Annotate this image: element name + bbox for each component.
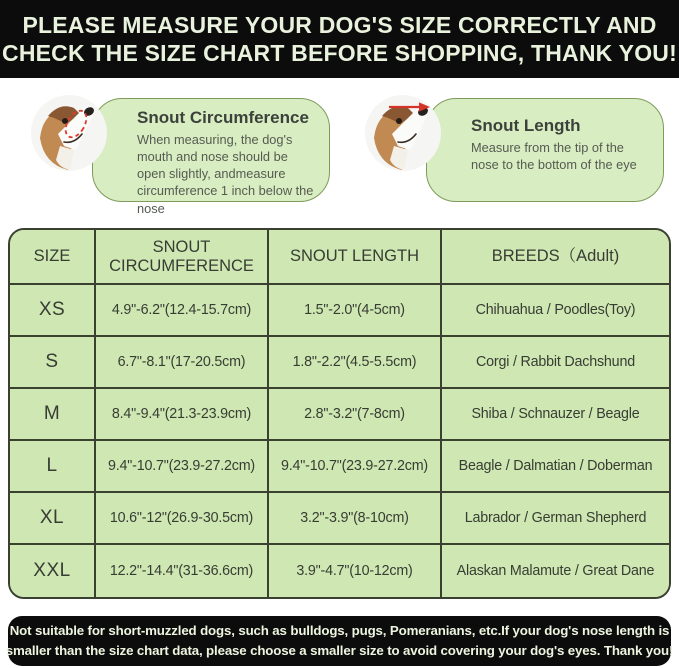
- guide-description: Measure from the tip of the nose to the bottom of the eye: [471, 140, 637, 173]
- row-xs-length: 1.5"-2.0"(4-5cm): [269, 285, 442, 337]
- row-xxl-length: 3.9"-4.7"(10-12cm): [269, 545, 442, 597]
- dog-photo-circumference: [30, 94, 108, 172]
- footer-note-line-1: Not suitable for short-muzzled dogs, such as bulldogs, pugs, Pomeranians, etc.If your dog's nose length is: [9, 623, 670, 639]
- footer-note: [5, 616, 674, 666]
- row-m-length: 2.8"-3.2"(7-8cm): [269, 389, 442, 441]
- top-banner: [0, 0, 679, 78]
- guide-title: Snout Length: [471, 116, 581, 135]
- row-xl-circumference: 10.6"-12"(26.9-30.5cm): [96, 493, 269, 545]
- row-xxl-circumference: 12.2"-14.4"(31-36.6cm): [96, 545, 269, 597]
- row-xl-length: 3.2"-3.9"(8-10cm): [269, 493, 442, 545]
- dog-head-icon: [364, 94, 442, 172]
- guide-pill-content: [93, 99, 329, 223]
- row-l-length: 9.4"-10.7"(23.9-27.2cm): [269, 441, 442, 493]
- column-header-breeds: BREEDS（Adult): [442, 230, 669, 285]
- guide-pill: [426, 98, 664, 202]
- row-l-circumference: 9.4"-10.7"(23.9-27.2cm): [96, 441, 269, 493]
- row-xl-breeds: Labrador / German Shepherd: [442, 493, 669, 545]
- row-xs-size: XS: [10, 285, 96, 337]
- banner-line-1: PLEASE MEASURE YOUR DOG'S SIZE CORRECTLY AND: [22, 11, 657, 38]
- guide-pill-content: [427, 99, 663, 179]
- row-xxl-size: XXL: [10, 545, 96, 597]
- row-s-circumference: 6.7"-8.1"(17-20.5cm): [96, 337, 269, 389]
- guide-title: Snout Circumference: [137, 108, 309, 127]
- row-l-breeds: Beagle / Dalmatian / Doberman: [442, 441, 669, 493]
- column-header-circumference: SNOUT CIRCUMFERENCE: [96, 230, 269, 285]
- row-m-breeds: Shiba / Schnauzer / Beagle: [442, 389, 669, 441]
- guide-description: When measuring, the dog's mouth and nose should be open slightly, andmeasure circumference 1 inch below the nose: [137, 132, 314, 216]
- guide-snout-circumference: [10, 94, 334, 216]
- row-m-circumference: 8.4"-9.4"(21.3-23.9cm): [96, 389, 269, 441]
- footer-note-line-2: smaller than the size chart data, please choose a smaller size to avoid covering your dog's eyes. Thank you!: [5, 643, 674, 658]
- guide-pill: [92, 98, 330, 216]
- guide-snout-length: [344, 94, 668, 204]
- row-s-length: 1.8"-2.2"(4.5-5.5cm): [269, 337, 442, 389]
- dog-head-icon: [30, 94, 108, 172]
- banner-line-2: CHECK THE SIZE CHART BEFORE SHOPPING, THANK YOU!: [2, 39, 677, 66]
- column-header-length: SNOUT LENGTH: [269, 230, 442, 285]
- row-xs-breeds: Chihuahua / Poodles(Toy): [442, 285, 669, 337]
- row-xxl-breeds: Alaskan Malamute / Great Dane: [442, 545, 669, 597]
- row-m-size: M: [10, 389, 96, 441]
- size-chart-table: [8, 228, 671, 599]
- column-header-size: SIZE: [10, 230, 96, 285]
- row-l-size: L: [10, 441, 96, 493]
- row-s-size: S: [10, 337, 96, 389]
- row-xs-circumference: 4.9"-6.2"(12.4-15.7cm): [96, 285, 269, 337]
- dog-photo-length: [364, 94, 442, 172]
- measuring-guides: [0, 78, 679, 216]
- row-xl-size: XL: [10, 493, 96, 545]
- row-s-breeds: Corgi / Rabbit Dachshund: [442, 337, 669, 389]
